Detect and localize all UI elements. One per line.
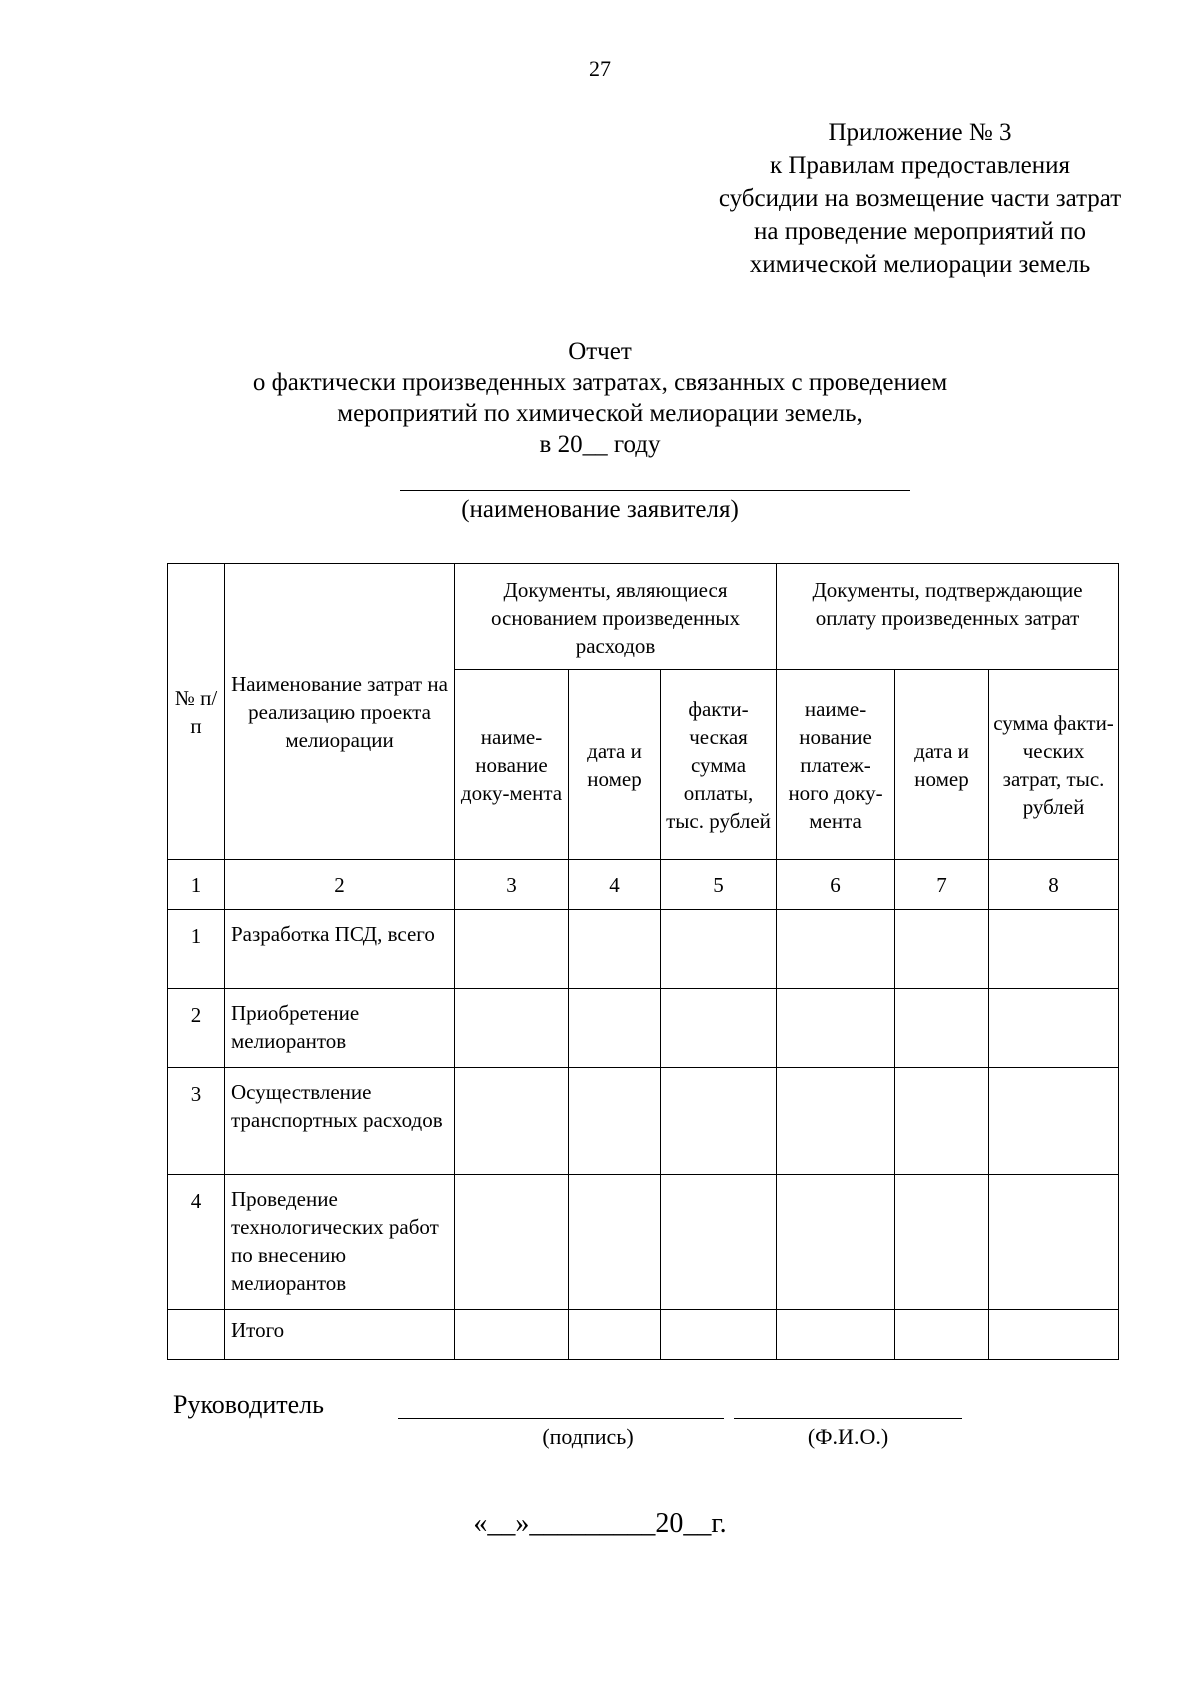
table-row xyxy=(168,1068,1119,1175)
empty-cell[interactable] xyxy=(989,1175,1119,1310)
applicant-caption: (наименование заявителя) xyxy=(461,496,739,523)
header-date-number: дата и номер xyxy=(569,670,661,860)
empty-cell[interactable] xyxy=(895,1068,989,1175)
full-name-field-line[interactable] xyxy=(734,1418,962,1419)
signature-caption: (подпись) xyxy=(542,1424,634,1449)
row-number: 2 xyxy=(168,989,225,1068)
full-name-caption: (Ф.И.О.) xyxy=(807,1424,889,1449)
appendix-block xyxy=(680,116,1160,281)
column-number: 4 xyxy=(569,860,661,910)
empty-cell[interactable] xyxy=(895,989,989,1068)
report-subtitle-line: о фактически произведенных затратах, связанных с проведением xyxy=(252,369,948,396)
column-numbering-row xyxy=(168,860,1119,910)
column-number: 5 xyxy=(661,860,777,910)
empty-cell[interactable] xyxy=(569,910,661,989)
total-row xyxy=(168,1310,1119,1360)
empty-cell[interactable] xyxy=(455,1068,569,1175)
empty-cell[interactable] xyxy=(661,989,777,1068)
header-actual-costs-sum: сумма факти-ческих затрат, тыс. рублей xyxy=(989,670,1119,860)
empty-cell[interactable] xyxy=(989,910,1119,989)
empty-cell[interactable] xyxy=(777,1068,895,1175)
header-num: № п/п xyxy=(168,564,225,860)
row-number: 4 xyxy=(168,1175,225,1310)
empty-cell[interactable] xyxy=(989,1310,1119,1360)
column-number: 3 xyxy=(455,860,569,910)
table-row xyxy=(168,910,1119,989)
empty-cell[interactable] xyxy=(569,1310,661,1360)
header-doc-name: наиме-нование доку-мента xyxy=(455,670,569,860)
row-label: Разработка ПСД, всего xyxy=(225,910,455,989)
row-number xyxy=(168,1310,225,1360)
date-line: «__»_________20__г. xyxy=(473,1508,727,1539)
report-subtitle-line: мероприятий по химической мелиорации земель, xyxy=(337,400,863,427)
header-basis-documents: Документы, являющиеся основанием произведенных расходов xyxy=(455,564,777,670)
empty-cell[interactable] xyxy=(455,910,569,989)
applicant-name-field-line xyxy=(400,490,910,491)
empty-cell[interactable] xyxy=(895,910,989,989)
empty-cell[interactable] xyxy=(455,989,569,1068)
row-number: 1 xyxy=(168,910,225,989)
report-title-block xyxy=(0,336,1200,460)
empty-cell[interactable] xyxy=(777,989,895,1068)
expense-report-table xyxy=(167,563,1119,1360)
report-title: Отчет xyxy=(568,338,632,365)
empty-cell[interactable] xyxy=(569,1068,661,1175)
empty-cell[interactable] xyxy=(455,1310,569,1360)
signature-field-line[interactable] xyxy=(398,1418,724,1419)
column-number: 7 xyxy=(895,860,989,910)
empty-cell[interactable] xyxy=(777,910,895,989)
empty-cell[interactable] xyxy=(661,910,777,989)
signature-label: Руководитель xyxy=(173,1390,324,1419)
column-number: 8 xyxy=(989,860,1119,910)
empty-cell[interactable] xyxy=(895,1310,989,1360)
empty-cell[interactable] xyxy=(989,989,1119,1068)
row-number: 3 xyxy=(168,1068,225,1175)
table-row xyxy=(168,1175,1119,1310)
column-number: 2 xyxy=(225,860,455,910)
empty-cell[interactable] xyxy=(777,1175,895,1310)
empty-cell[interactable] xyxy=(661,1175,777,1310)
column-number: 1 xyxy=(168,860,225,910)
column-number: 6 xyxy=(777,860,895,910)
header-payment-date-number: дата и номер xyxy=(895,670,989,860)
empty-cell[interactable] xyxy=(895,1175,989,1310)
appendix-line: субсидии на возмещение части затрат xyxy=(718,185,1122,212)
appendix-line: к Правилам предоставления xyxy=(769,152,1071,179)
row-label: Проведение технологических работ по внесению мелиорантов xyxy=(225,1175,455,1310)
header-payment-doc-name: наиме-нование платеж-ного доку-мента xyxy=(777,670,895,860)
header-payment-documents: Документы, подтверждающие оплату произведенных затрат xyxy=(777,564,1119,670)
row-label: Осуществление транспортных расходов xyxy=(225,1068,455,1175)
empty-cell[interactable] xyxy=(455,1175,569,1310)
appendix-line: на проведение мероприятий по xyxy=(754,218,1086,245)
row-label: Приобретение мелиорантов xyxy=(225,989,455,1068)
table-row xyxy=(168,989,1119,1068)
empty-cell[interactable] xyxy=(569,989,661,1068)
report-year-line: в 20__ году xyxy=(539,431,661,458)
page-number: 27 xyxy=(589,56,611,81)
empty-cell[interactable] xyxy=(661,1068,777,1175)
header-actual-payment-sum: факти-ческая сумма оплаты, тыс. рублей xyxy=(661,670,777,860)
header-cost-name: Наименование затрат на реализацию проекта мелиорации xyxy=(225,564,455,860)
empty-cell[interactable] xyxy=(661,1310,777,1360)
empty-cell[interactable] xyxy=(777,1310,895,1360)
appendix-line: Приложение № 3 xyxy=(828,119,1012,146)
total-label: Итого xyxy=(225,1310,455,1360)
appendix-line: химической мелиорации земель xyxy=(749,251,1091,278)
empty-cell[interactable] xyxy=(989,1068,1119,1175)
empty-cell[interactable] xyxy=(569,1175,661,1310)
